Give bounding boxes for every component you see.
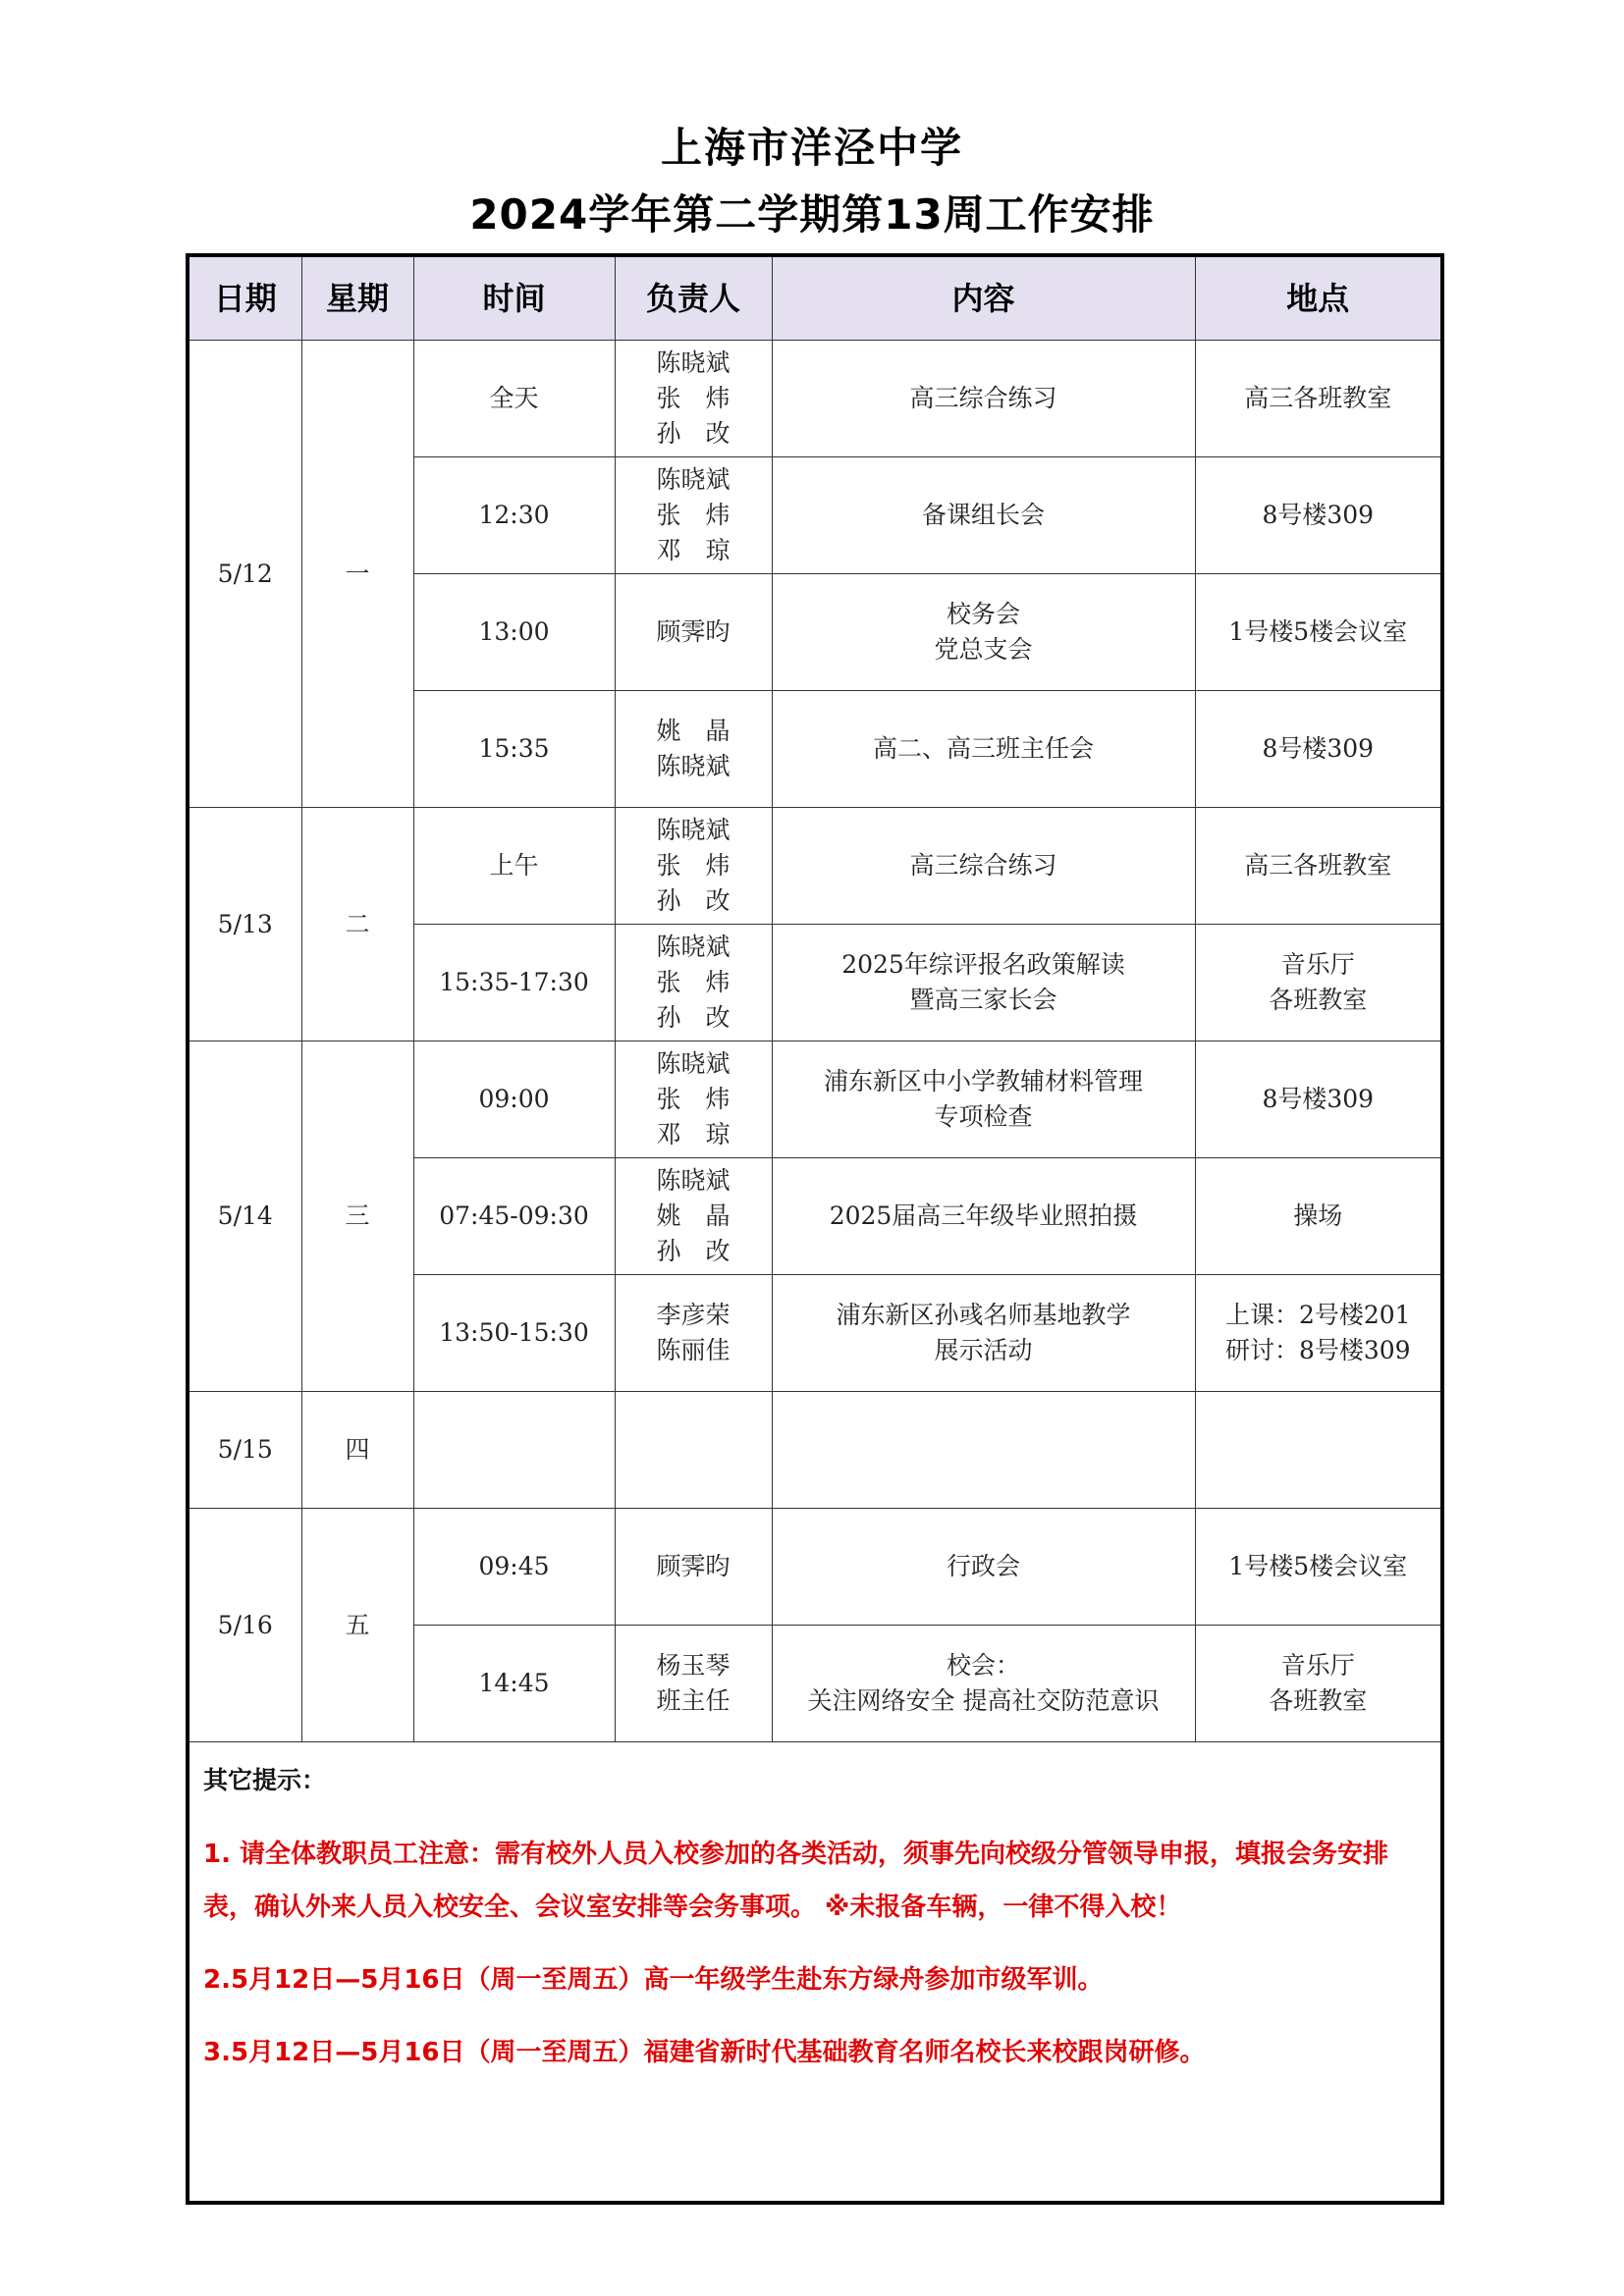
schedule-title: 2024学年第二学期第13周工作安排 [469, 190, 1155, 239]
lead-cell-line: 顾霁昀 [656, 1552, 731, 1580]
lead-cell [615, 1392, 772, 1509]
lead-cell-line: 孙 改 [656, 1003, 731, 1032]
content-cell-line: 校会： [946, 1651, 1020, 1680]
weekday-cell: 二 [301, 808, 413, 1041]
lead-cell-line: 顾霁昀 [656, 617, 731, 646]
time-cell: 15:35-17:30 [413, 925, 615, 1041]
date-cell: 5/16 [189, 1509, 301, 1742]
place-cell-line: 研讨：8号楼309 [1224, 1336, 1411, 1364]
place-cell-line: 高三各班教室 [1244, 384, 1392, 412]
lead-cell-line: 张 炜 [656, 501, 731, 529]
lead-cell-line: 张 炜 [656, 968, 731, 996]
content-cell-line: 备课组长会 [921, 501, 1045, 529]
table-header-row [189, 257, 1440, 341]
place-cell [1195, 691, 1440, 808]
content-cell [772, 341, 1195, 457]
schedule-frame [186, 253, 1444, 2205]
time-cell: 上午 [413, 808, 615, 925]
column-header-lead: 负责人 [615, 257, 772, 341]
table-row [189, 341, 1440, 457]
note-item: 1. 请全体教职员工注意：需有校外人员入校参加的各类活动，须事先向校级分管领导申报，填报会务安排表，确认外来人员入校安全、会议室安排等会务事项。 ※未报备车辆，一律不得入校！ [203, 1840, 1389, 1922]
table-row [189, 1041, 1440, 1158]
date-cell: 5/14 [189, 1041, 301, 1392]
lead-cell-line: 张 炜 [656, 384, 731, 412]
content-cell [772, 808, 1195, 925]
content-cell-line: 2025年综评报名政策解读 [841, 950, 1125, 979]
lead-cell [615, 925, 772, 1041]
lead-cell [615, 457, 772, 574]
time-cell: 13:00 [413, 574, 615, 691]
content-cell-line: 浦东新区中小学教辅材料管理 [823, 1067, 1143, 1095]
lead-cell-line: 陈晓斌 [656, 933, 731, 961]
content-cell-line: 行政会 [946, 1552, 1020, 1580]
weekday-cell: 五 [301, 1509, 413, 1742]
content-cell [772, 1626, 1195, 1742]
time-cell: 13:50-15:30 [413, 1275, 615, 1392]
content-cell-line: 高三综合练习 [909, 384, 1057, 412]
content-cell-line: 高三综合练习 [909, 851, 1057, 880]
place-cell [1195, 341, 1440, 457]
lead-cell [615, 1275, 772, 1392]
time-cell: 15:35 [413, 691, 615, 808]
place-cell [1195, 1626, 1440, 1742]
content-cell-line: 专项检查 [934, 1102, 1033, 1131]
content-cell-line: 展示活动 [934, 1336, 1033, 1364]
lead-cell-line: 陈丽佳 [656, 1336, 731, 1364]
lead-cell-line: 陈晓斌 [656, 752, 731, 780]
lead-cell-line: 孙 改 [656, 886, 731, 915]
time-cell [413, 1392, 615, 1509]
lead-cell-line: 陈晓斌 [656, 816, 731, 844]
time-cell: 09:00 [413, 1041, 615, 1158]
lead-cell [615, 574, 772, 691]
place-cell-line: 音乐厅 [1280, 1651, 1355, 1680]
content-cell [772, 1392, 1195, 1509]
table-row [189, 1392, 1440, 1509]
time-cell: 09:45 [413, 1509, 615, 1626]
lead-cell-line: 姚 晶 [656, 717, 731, 745]
lead-cell [615, 1626, 772, 1742]
content-cell-line: 暨高三家长会 [909, 986, 1057, 1014]
place-cell [1195, 1275, 1440, 1392]
column-header-date: 日期 [189, 257, 301, 341]
content-cell-line: 高二、高三班主任会 [872, 734, 1094, 763]
lead-cell-line: 孙 改 [656, 419, 731, 448]
content-cell [772, 1041, 1195, 1158]
place-cell-line: 各班教室 [1269, 986, 1368, 1014]
lead-cell [615, 808, 772, 925]
lead-cell-line: 陈晓斌 [656, 465, 731, 494]
lead-cell-line: 李彦荣 [656, 1301, 731, 1329]
place-cell-line: 高三各班教室 [1244, 851, 1392, 880]
date-cell: 5/12 [189, 341, 301, 808]
lead-cell-line: 陈晓斌 [656, 348, 731, 377]
place-cell [1195, 925, 1440, 1041]
content-cell-line: 2025届高三年级毕业照拍摄 [829, 1201, 1138, 1230]
weekday-cell: 一 [301, 341, 413, 808]
place-cell-line: 上课：2号楼201 [1224, 1301, 1411, 1329]
content-cell [772, 1275, 1195, 1392]
schedule-table [189, 257, 1440, 1742]
place-cell [1195, 1509, 1440, 1626]
date-cell: 5/15 [189, 1392, 301, 1509]
lead-cell-line: 班主任 [656, 1686, 731, 1715]
schedule-body [189, 341, 1440, 1742]
content-cell [772, 457, 1195, 574]
weekday-cell: 四 [301, 1392, 413, 1509]
notes-section [203, 1761, 1421, 2099]
time-cell: 07:45-09:30 [413, 1158, 615, 1275]
date-cell: 5/13 [189, 808, 301, 1041]
place-cell-line: 1号楼5楼会议室 [1228, 617, 1408, 646]
content-cell-line: 校务会 [946, 600, 1020, 628]
lead-cell-line: 邓 琼 [656, 1120, 731, 1148]
lead-cell [615, 341, 772, 457]
content-cell [772, 925, 1195, 1041]
content-cell [772, 574, 1195, 691]
school-title: 上海市洋泾中学 [660, 124, 963, 172]
lead-cell-line: 张 炜 [656, 1085, 731, 1113]
weekday-cell: 三 [301, 1041, 413, 1392]
time-cell: 14:45 [413, 1626, 615, 1742]
content-cell-line: 关注网络安全 提高社交防范意识 [807, 1686, 1160, 1715]
place-cell [1195, 1158, 1440, 1275]
time-cell: 12:30 [413, 457, 615, 574]
place-cell [1195, 1392, 1440, 1509]
content-cell-line: 浦东新区孙彧名师基地教学 [836, 1301, 1131, 1329]
column-header-place: 地点 [1195, 257, 1440, 341]
content-cell [772, 691, 1195, 808]
lead-cell-line: 杨玉琴 [656, 1651, 731, 1680]
place-cell-line: 1号楼5楼会议室 [1228, 1552, 1408, 1580]
lead-cell-line: 邓 琼 [656, 536, 731, 564]
lead-cell-line: 陈晓斌 [656, 1166, 731, 1195]
table-row [189, 808, 1440, 925]
lead-cell [615, 1041, 772, 1158]
lead-cell-line: 孙 改 [656, 1237, 731, 1265]
place-cell [1195, 457, 1440, 574]
place-cell-line: 8号楼309 [1262, 501, 1375, 529]
table-row [189, 1509, 1440, 1626]
lead-cell-line: 张 炜 [656, 851, 731, 880]
lead-cell [615, 1158, 772, 1275]
content-cell-line: 党总支会 [934, 635, 1033, 664]
place-cell [1195, 1041, 1440, 1158]
column-header-weekday: 星期 [301, 257, 413, 341]
place-cell [1195, 808, 1440, 925]
lead-cell [615, 691, 772, 808]
content-cell [772, 1509, 1195, 1626]
place-cell-line: 8号楼309 [1262, 734, 1375, 763]
place-cell-line: 8号楼309 [1262, 1085, 1375, 1113]
place-cell-line: 操场 [1293, 1201, 1343, 1230]
lead-cell [615, 1509, 772, 1626]
note-item: 3.5月12日—5月16日（周一至周五）福建省新时代基础教育名师名校长来校跟岗研修。 [203, 2038, 1206, 2067]
content-cell [772, 1158, 1195, 1275]
note-item: 2.5月12日—5月16日（周一至周五）高一年级学生赴东方绿舟参加市级军训。 [203, 1965, 1104, 1995]
column-header-content: 内容 [772, 257, 1195, 341]
place-cell-line: 音乐厅 [1280, 950, 1355, 979]
place-cell [1195, 574, 1440, 691]
lead-cell-line: 陈晓斌 [656, 1049, 731, 1078]
place-cell-line: 各班教室 [1269, 1686, 1368, 1715]
time-cell: 全天 [413, 341, 615, 457]
notes-heading: 其它提示： [203, 1766, 327, 1794]
column-header-time: 时间 [413, 257, 615, 341]
lead-cell-line: 姚 晶 [656, 1201, 731, 1230]
